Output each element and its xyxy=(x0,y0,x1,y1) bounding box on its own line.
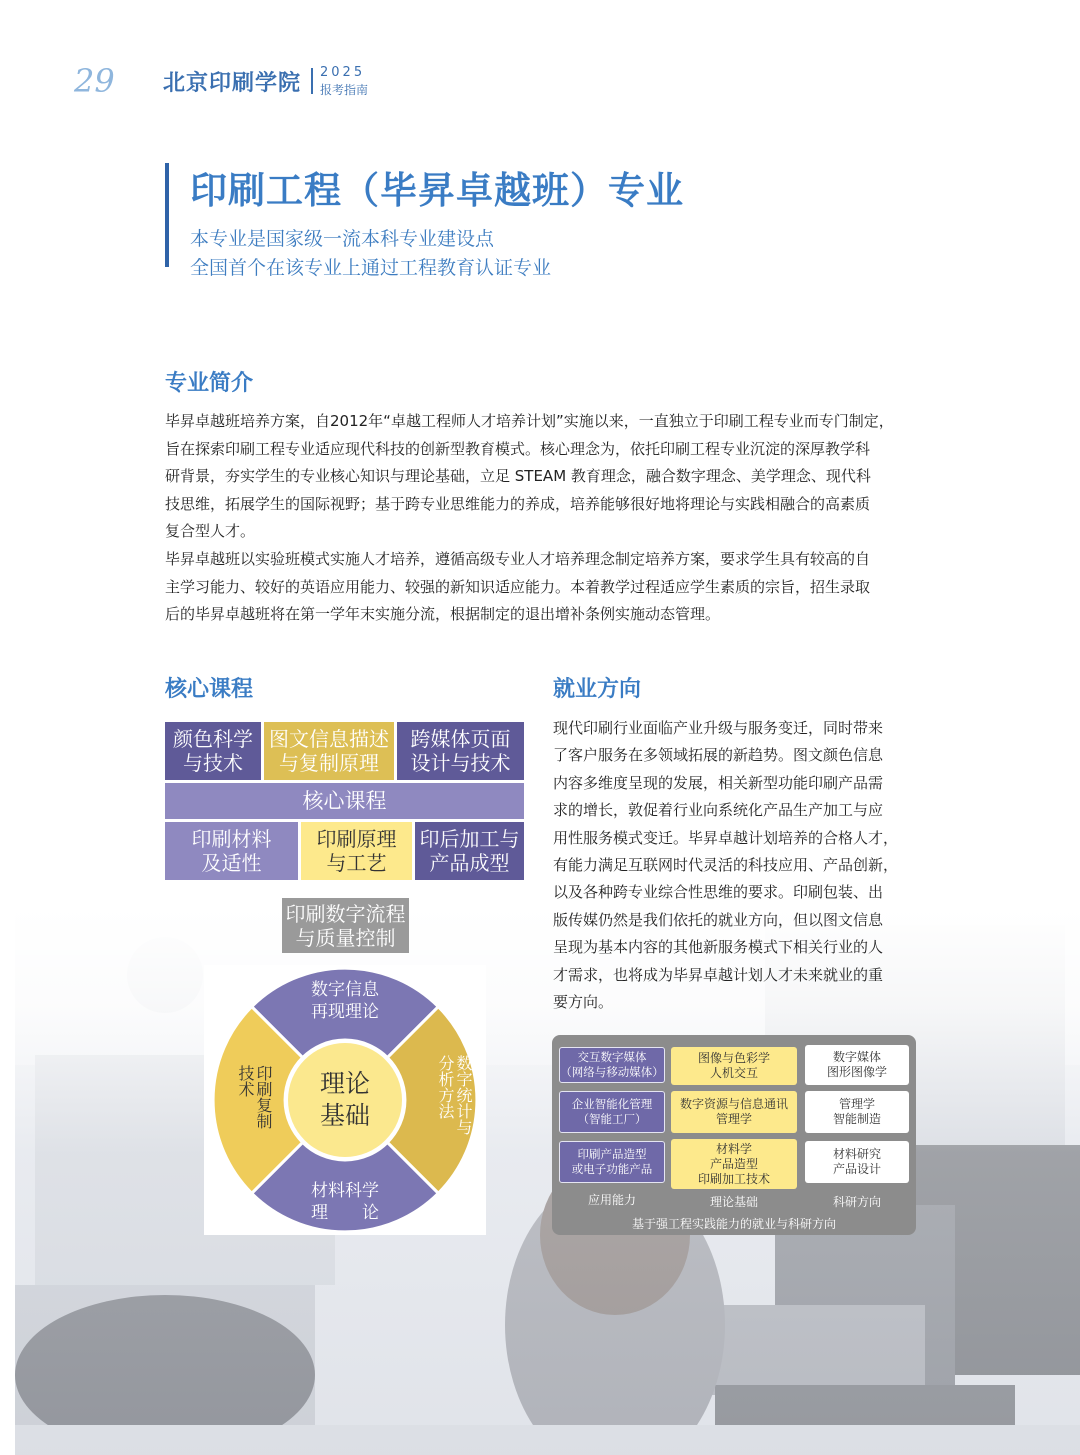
career-paragraph xyxy=(553,715,917,1016)
ring-left-col: 技术 xyxy=(236,1065,255,1097)
cbox-line: 交互数字媒体 xyxy=(577,1050,647,1064)
intro-p1-line: 毕昇卓越班培养方案，自2012年“卓越工程师人才培养计划”实施以来，一直独立于印刷工程专业而专门制定， xyxy=(165,412,894,430)
course-line: 颜色科学 xyxy=(173,727,253,751)
course-line: 印刷数字流程 xyxy=(285,901,406,926)
course-line: 印刷原理 xyxy=(316,827,397,851)
theory-ring-diagram xyxy=(204,965,486,1235)
header-guide: 报考指南 xyxy=(320,83,369,97)
intro-p2-line: 主学习能力、较好的英语应用能力、较强的新知识适应能力。本着教学过程适应学生素质的宗旨，招生录取 xyxy=(165,577,871,596)
career-chart-panel xyxy=(552,1035,916,1235)
title-accent-bar xyxy=(165,163,169,267)
career-line: 要方向。 xyxy=(553,993,614,1012)
major-subtitle-line-2: 全国首个在该专业上通过工程教育认证专业 xyxy=(190,257,552,279)
career-line: 了客户服务在多领域拓展的新趋势。图文颜色信息 xyxy=(553,746,884,765)
course-crossmedia-design xyxy=(397,722,524,780)
course-line: 及适性 xyxy=(201,851,262,875)
course-line: 产品成型 xyxy=(429,851,510,875)
course-line: 设计与技术 xyxy=(410,751,511,775)
cbox-line: 印刷加工技术 xyxy=(697,1171,770,1186)
intro-heading: 专业简介 xyxy=(165,371,254,396)
header-divider xyxy=(311,68,313,94)
intro-p2-line: 毕昇卓越班以实验班模式实施人才培养，遵循高级专业人才培养理念制定培养方案，要求学生具有较高的自 xyxy=(165,550,871,568)
career-label-research: 科研方向 xyxy=(832,1195,881,1209)
cbox-line: 产品设计 xyxy=(832,1162,881,1176)
page-number: 29 xyxy=(74,62,115,100)
major-title: 印刷工程（毕昇卓越班）专业 xyxy=(190,169,684,212)
intro-p1-line: 旨在探索印刷工程专业适应现代科技的创新型教育模式。核心理念为，依托印刷工程专业沉淀的深厚教学科 xyxy=(165,439,871,458)
cbox-line: （网络与移动媒体） xyxy=(560,1065,664,1079)
cbox-line: 材料学 xyxy=(715,1141,752,1156)
core-heading: 核心课程 xyxy=(165,677,254,702)
course-line: 与复制原理 xyxy=(279,751,379,775)
ring-center-label xyxy=(305,1068,385,1132)
course-line: 图文信息描述 xyxy=(269,727,389,751)
ring-bottom-label xyxy=(294,1180,396,1224)
intro-p1-line: 复合型人才。 xyxy=(165,522,256,540)
background-photo xyxy=(15,905,1080,1455)
ring-bottom-line: 材料科学 xyxy=(311,1181,379,1201)
cbox-line: 产品造型 xyxy=(709,1156,758,1171)
core-course-bar: 核心课程 xyxy=(165,783,524,819)
ring-center-line: 基础 xyxy=(319,1101,370,1130)
career-line: 版传媒仍然是我们依托的就业方向，但以图文信息 xyxy=(553,910,884,929)
career-box-material-research xyxy=(805,1141,909,1183)
cbox-line: 企业智能化管理 xyxy=(571,1097,653,1111)
ring-left-col: 印刷复制 xyxy=(254,1065,273,1129)
ring-right-label xyxy=(420,1055,472,1155)
course-line: 印后加工与 xyxy=(419,827,520,851)
career-box-smart-enterprise xyxy=(559,1091,665,1133)
major-subtitle-line-1: 本专业是国家级一流本科专业建设点 xyxy=(190,228,495,250)
career-line: 有能力满足互联网时代灵活的科技应用、产品创新， xyxy=(553,856,899,875)
cbox-line: 数字资源与信息通讯 xyxy=(679,1097,788,1111)
course-line: 印刷材料 xyxy=(191,827,272,851)
cbox-line: 数字媒体 xyxy=(832,1050,881,1064)
career-line: 用性服务模式变迁。毕昇卓越计划培养的合格人才， xyxy=(553,828,899,847)
ring-top-line: 数字信息 xyxy=(311,980,379,1000)
intro-paragraph-2 xyxy=(165,546,917,629)
career-heading: 就业方向 xyxy=(553,677,642,702)
ring-right-col: 分析方法 xyxy=(436,1055,455,1119)
cbox-line: 管理学 xyxy=(838,1097,875,1111)
cbox-line: 人机交互 xyxy=(709,1066,758,1080)
course-line: 跨媒体页面 xyxy=(410,727,511,751)
cbox-line: 管理学 xyxy=(715,1112,752,1126)
cbox-line: 印刷产品造型 xyxy=(577,1147,647,1161)
career-box-digital-resources xyxy=(671,1091,797,1133)
course-postpress xyxy=(415,822,524,880)
career-box-image-color xyxy=(671,1047,797,1085)
ring-left-label xyxy=(220,1065,272,1145)
intro-paragraph-1 xyxy=(165,408,917,546)
ring-center-line: 理论 xyxy=(319,1069,370,1098)
course-printing-materials xyxy=(165,822,298,880)
career-line: 才需求，也将成为毕昇卓越计划人才未来就业的重 xyxy=(553,965,884,984)
school-logo-text: 北京印刷学院 xyxy=(163,70,302,96)
career-line: 内容多维度呈现的发展，相关新型功能印刷产品需 xyxy=(553,773,884,792)
cbox-line: 或电子功能产品 xyxy=(571,1162,653,1176)
career-box-management xyxy=(805,1091,909,1133)
ring-bottom-line: 理 论 xyxy=(311,1203,379,1223)
course-line: 与工艺 xyxy=(326,851,387,875)
course-color-science xyxy=(165,722,261,780)
intro-p1-line: 技思维，拓展学生的国际视野；基于跨专业思维能力的养成，培养能够很好地将理论与实践相融合的高素质 xyxy=(165,494,871,513)
intro-p1-line: 研背景，夯实学生的专业核心知识与理论基础，立足 STEAM 教育理念，融合数字理念、美学理念、现代科 xyxy=(165,467,871,485)
career-line: 以及各种跨专业综合性思维的要求。印刷包装、出 xyxy=(553,883,884,902)
cbox-line: 材料研究 xyxy=(832,1147,881,1161)
cbox-line: （智能工厂） xyxy=(577,1112,647,1126)
career-box-materials xyxy=(671,1139,797,1189)
ring-top-label xyxy=(294,979,396,1023)
course-printing-principles xyxy=(301,822,412,880)
course-line: 与质量控制 xyxy=(295,925,396,950)
ring-right-col: 数字统计与 xyxy=(454,1055,473,1135)
career-box-print-products xyxy=(559,1141,665,1183)
career-chart-footer: 基于强工程实践能力的就业与科研方向 xyxy=(631,1217,836,1231)
career-label-theory: 理论基础 xyxy=(709,1195,758,1209)
career-line: 呈现为基本内容的其他新服务模式下相关行业的人 xyxy=(553,938,884,957)
intro-p2-line: 后的毕昇卓越班将在第一学年末实施分流，根据制定的退出增补条例实施动态管理。 xyxy=(165,605,721,623)
ring-top-line: 再现理论 xyxy=(311,1002,379,1022)
course-image-description xyxy=(264,722,394,780)
cbox-line: 图像与色彩学 xyxy=(697,1051,770,1065)
cbox-line: 智能制造 xyxy=(832,1112,881,1126)
cbox-line: 图形图像学 xyxy=(826,1065,887,1079)
career-box-interactive-media xyxy=(559,1047,665,1083)
header-year: 2025 xyxy=(320,65,366,80)
career-line: 求的增长，敦促着行业向系统化产品生产加工与应 xyxy=(553,801,884,820)
career-line: 现代印刷行业面临产业升级与服务变迁，同时带来 xyxy=(553,719,884,737)
course-digital-workflow xyxy=(282,898,409,953)
career-label-application: 应用能力 xyxy=(587,1193,636,1207)
career-box-digital-media xyxy=(805,1045,909,1085)
course-line: 与技术 xyxy=(183,751,243,775)
